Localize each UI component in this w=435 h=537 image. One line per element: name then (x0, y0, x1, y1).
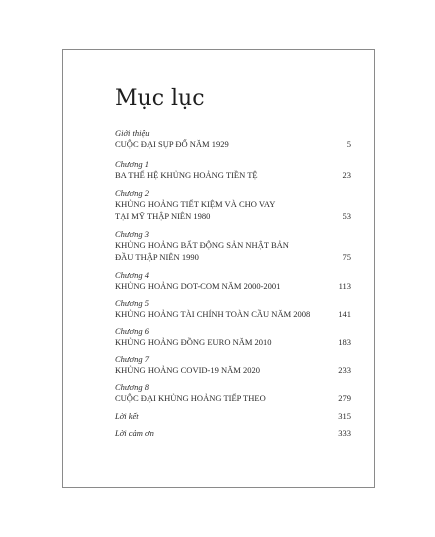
toc-entry-chapter-7[interactable] (115, 354, 351, 376)
page-number: 75 (342, 252, 351, 262)
entry-label: Giới thiệu (115, 128, 150, 138)
page-number: 53 (342, 211, 351, 221)
toc-entry-chapter-3[interactable] (115, 229, 351, 263)
entry-title: KHỦNG HOẢNG TÀI CHÍNH TOÀN CẦU NĂM 2008 (115, 309, 311, 319)
page-number: 183 (338, 337, 351, 347)
entry-label: Chương 3 (115, 229, 149, 239)
page-number: 233 (338, 365, 351, 375)
entry-title: Lời kết (115, 411, 139, 421)
entry-title: BA THẾ HỆ KHỦNG HOẢNG TIỀN TỆ (115, 170, 258, 180)
toc-entry-chapter-6[interactable] (115, 326, 351, 348)
page-number: 113 (338, 281, 351, 291)
entry-label: Chương 6 (115, 326, 149, 336)
toc-entry-epilogue[interactable] (115, 410, 351, 422)
entry-label: Chương 7 (115, 354, 149, 364)
entry-title: Lời cảm ơn (115, 428, 154, 438)
entry-title: KHỦNG HOẢNG DOT-COM NĂM 2000-2001 (115, 281, 281, 291)
entry-label: Chương 2 (115, 188, 149, 198)
page-number: 279 (338, 393, 351, 403)
toc-entry-chapter-8[interactable] (115, 382, 351, 404)
entry-title-line-2: TẠI MỸ THẬP NIÊN 1980 (115, 211, 211, 221)
toc-entry-chapter-4[interactable] (115, 270, 351, 292)
toc-entry-chapter-5[interactable] (115, 298, 351, 320)
entry-label: Chương 8 (115, 382, 149, 392)
entry-title: KHỦNG HOẢNG BẤT ĐỘNG SẢN NHẬT BẢN (115, 240, 289, 250)
entry-title: KHỦNG HOẢNG ĐỒNG EURO NĂM 2010 (115, 337, 272, 347)
book-page (62, 49, 375, 488)
page-number: 315 (338, 411, 351, 421)
entry-title: KHỦNG HOẢNG TIẾT KIỆM VÀ CHO VAY (115, 199, 276, 209)
entry-title: CUỘC ĐẠI SỤP ĐỔ NĂM 1929 (115, 139, 229, 149)
entry-title: CUỘC ĐẠI KHỦNG HOẢNG TIẾP THEO (115, 393, 266, 403)
entry-title-line-2: ĐẦU THẬP NIÊN 1990 (115, 252, 199, 262)
page-number: 23 (342, 170, 351, 180)
page-number: 5 (346, 139, 351, 149)
toc-entry-chapter-1[interactable] (115, 159, 351, 181)
toc-entry-chapter-2[interactable] (115, 188, 351, 222)
entry-label: Chương 5 (115, 298, 149, 308)
page-number: 141 (338, 309, 351, 319)
toc-entry-acknowledgements[interactable] (115, 427, 351, 439)
page-title: Mục lục (115, 86, 205, 111)
page-number: 333 (338, 428, 351, 438)
entry-label: Chương 4 (115, 270, 149, 280)
toc-entry-intro[interactable] (115, 128, 351, 150)
entry-title: KHỦNG HOẢNG COVID-19 NĂM 2020 (115, 365, 260, 375)
entry-label: Chương 1 (115, 159, 149, 169)
